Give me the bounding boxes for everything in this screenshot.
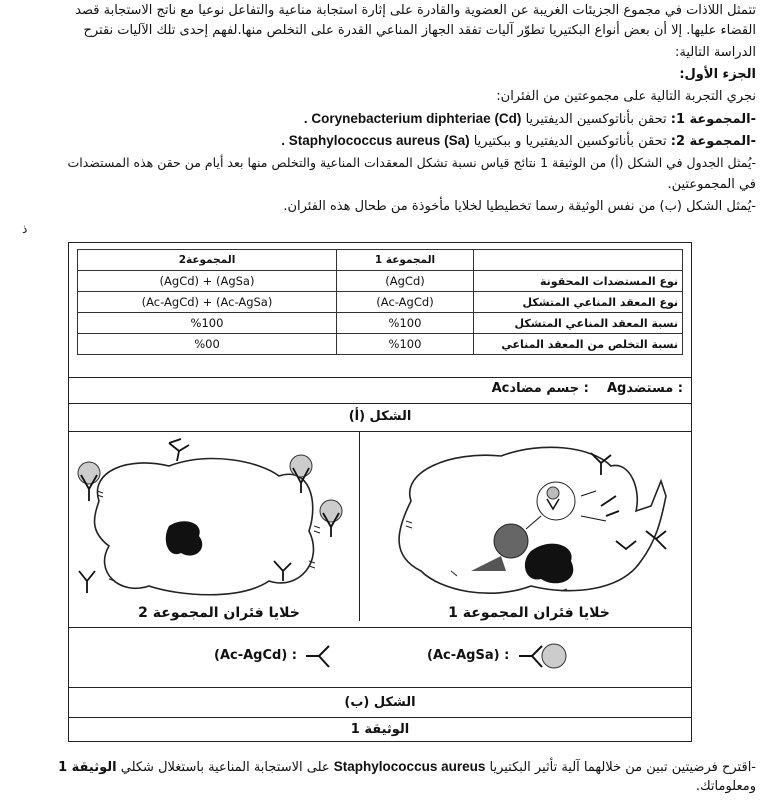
table-header-empty	[474, 250, 683, 271]
experiment-text: نجري التجربة التالية على مجموعتين من الفئران:	[496, 89, 756, 104]
table-header-row	[78, 250, 683, 271]
group2-latin: Staphylococcus aureus (Sa) .	[281, 133, 470, 148]
legend	[492, 381, 683, 396]
cell-group2: %100	[78, 313, 337, 334]
fig-b-caption: الشكل (ب)	[344, 695, 416, 710]
cell-group2: (AgSa) + (AgCd)	[78, 271, 337, 292]
key-sa: (Ac-AgSa) :	[427, 648, 510, 663]
key-sa-icon	[514, 639, 574, 673]
doc-caption: الوثيقة 1	[350, 722, 410, 737]
part1-title: الجزء الأول:	[679, 67, 756, 82]
document-1	[68, 242, 692, 742]
legend-ag-text: : مستضد	[626, 381, 683, 396]
row-label: نوع المعقد المناعي المتشكل	[474, 292, 683, 313]
question-doc-ref: الوثيقة 1	[58, 760, 117, 775]
results-table	[77, 249, 683, 355]
divider	[359, 431, 360, 621]
row-label: نوع المستضدات المحقونة	[474, 271, 683, 292]
intro-line-1: تتمثل اللاذات في مجموع الجزيئات الغريبة عن العضوية والقادرة على إثارة استجابة مناعية والتفاعل نوعيا مع ناتج الاستجابة قصد	[75, 3, 756, 18]
group1-label: -المجموعة 1:	[670, 112, 756, 127]
legend-ag: Ag	[606, 381, 627, 396]
table-row	[78, 334, 683, 355]
key-cd: (Ac-AgCd) :	[214, 648, 297, 663]
divider	[69, 687, 691, 688]
row-label: نسبة المعقد المناعي المتشكل	[474, 313, 683, 334]
question-pre: -اقترح فرضيتين تبين من خلالهما آلية تأثير البكتيريا	[489, 760, 756, 775]
divider	[69, 627, 691, 628]
question-mid: على الاستجابة المناعية باستغلال شكلي	[120, 760, 330, 775]
divider	[69, 403, 691, 404]
row-label: نسبة التخلص من المعقد المناعي	[474, 334, 683, 355]
key-cd-icon	[301, 641, 341, 671]
fig-a-description-1: -يُمثل الجدول في الشكل (أ) من الوثيقة 1 نتائج قياس نسبة تشكل المعقدات المناعية والتخلص منها بعد أيام من حقن هذه المستضدات	[67, 155, 756, 170]
cell-group1: %100	[337, 313, 474, 334]
table-row	[78, 313, 683, 334]
table-row	[78, 271, 683, 292]
fig-b-description: -يُمثل الشكل (ب) من نفس الوثيقة رسما تخطيطيا لخلايا مأخوذة من طحال هذه الفئران.	[283, 199, 756, 214]
group1-cell-drawing	[361, 431, 691, 611]
table-row	[78, 292, 683, 313]
group2-text: تحقن بأناتوكسين الديفتيريا و ببكتيريا	[473, 134, 667, 149]
group2-cell-drawing	[69, 431, 359, 611]
divider	[69, 377, 691, 378]
cell-group1: (Ac-AgCd)	[337, 292, 474, 313]
legend-ac-text: : جسم مضاد	[509, 381, 589, 396]
intro-line-2: القضاء عليها. إلا أن بعض أنواع البكتيريا تطوّر آليات تفقد الجهاز المناعي القدرة على التخلص منها.لفهم إحدى تلك الآليات نقترح	[83, 23, 756, 38]
question-latin: Staphylococcus aureus	[333, 759, 486, 774]
cell1-caption: خلايا فئران المجموعة 1	[448, 605, 610, 621]
legend-ac: Ac	[491, 381, 510, 396]
fig-a-caption: الشكل (أ)	[348, 409, 412, 424]
question-line-2: ومعلوماتك.	[695, 779, 756, 794]
cell2-caption: خلايا فئران المجموعة 2	[138, 605, 300, 621]
group1-text: تحقن بأناتوكسين الديفتيريا	[525, 112, 667, 127]
group2-line	[6, 132, 756, 151]
cell-group1: (AgCd)	[337, 271, 474, 292]
table-header-group1: المجموعة 1	[337, 250, 474, 271]
group1-line	[6, 110, 756, 129]
cell-group1: %100	[337, 334, 474, 355]
question-line-1	[6, 758, 756, 777]
group2-label: -المجموعة 2:	[670, 134, 756, 149]
cell-group2: (Ac-AgSa) + (Ac-AgCd)	[78, 292, 337, 313]
table-header-group2: المجموعة2	[78, 250, 337, 271]
group1-latin: Corynebacterium diphteriae (Cd) .	[303, 111, 522, 126]
cell-group2: %00	[78, 334, 337, 355]
divider	[69, 717, 691, 718]
intro-line-3: الدراسة التالية:	[675, 45, 756, 60]
stray-mark: ذ	[22, 222, 28, 236]
fig-a-description-2: في المجموعتين.	[667, 177, 756, 192]
